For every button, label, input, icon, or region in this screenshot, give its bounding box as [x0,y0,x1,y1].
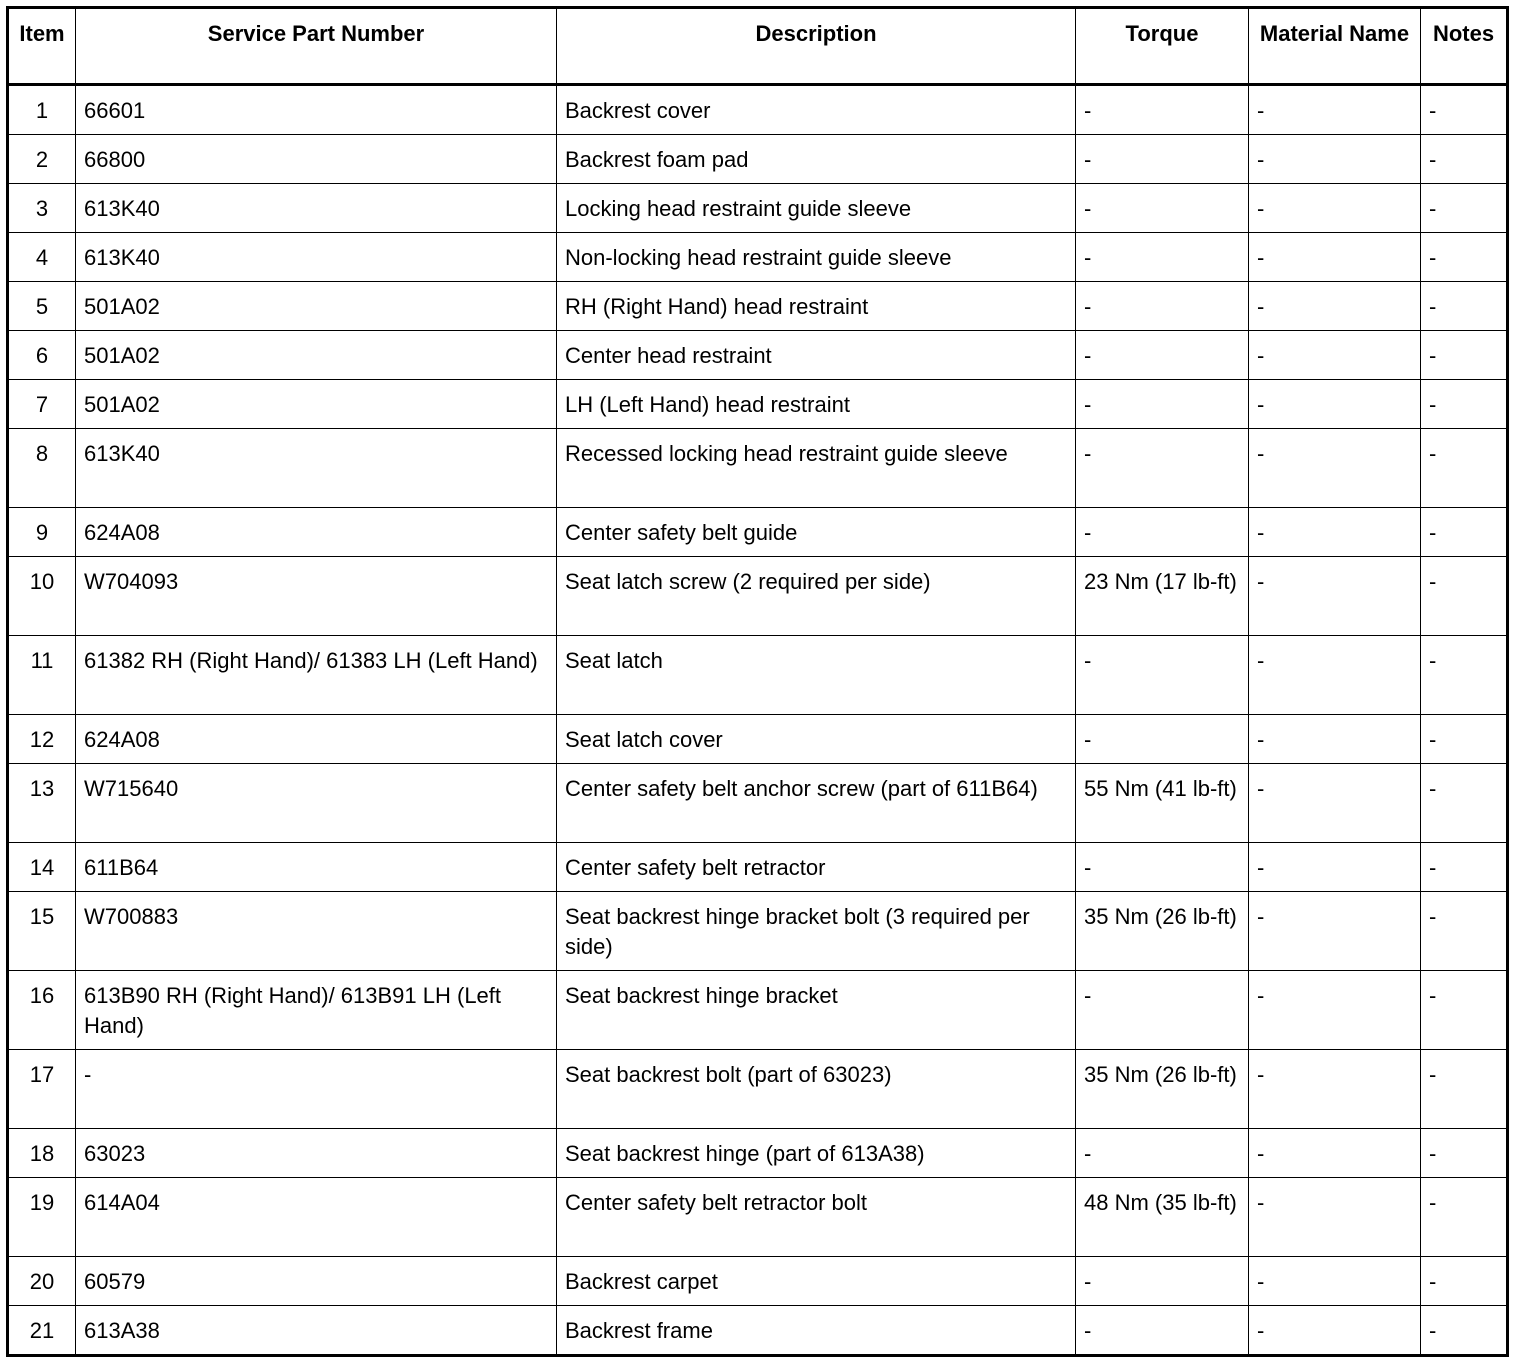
cell-notes: - [1421,380,1508,429]
cell-item: 19 [8,1178,76,1257]
table-row [8,1306,1508,1356]
table-row [8,764,1508,843]
header-torque: Torque [1076,8,1249,85]
cell-description: Recessed locking head restraint guide sleeve [557,429,1076,508]
cell-torque: - [1076,184,1249,233]
cell-description: Non-locking head restraint guide sleeve [557,233,1076,282]
cell-description: Backrest carpet [557,1257,1076,1306]
cell-notes: - [1421,1178,1508,1257]
cell-notes: - [1421,233,1508,282]
cell-item: 14 [8,843,76,892]
cell-part-number: 613K40 [76,429,557,508]
cell-item: 21 [8,1306,76,1356]
cell-material: - [1249,380,1421,429]
cell-item: 16 [8,971,76,1050]
cell-notes: - [1421,1257,1508,1306]
cell-description: LH (Left Hand) head restraint [557,380,1076,429]
parts-table [6,6,1509,1357]
cell-torque: - [1076,282,1249,331]
cell-item: 10 [8,557,76,636]
cell-torque: 23 Nm (17 lb-ft) [1076,557,1249,636]
cell-item: 18 [8,1129,76,1178]
cell-material: - [1249,184,1421,233]
cell-torque: - [1076,1306,1249,1356]
cell-torque: 35 Nm (26 lb-ft) [1076,1050,1249,1129]
cell-material: - [1249,1050,1421,1129]
document-sheet [6,6,1509,1357]
cell-description: Center safety belt retractor bolt [557,1178,1076,1257]
cell-material: - [1249,1129,1421,1178]
cell-torque: - [1076,508,1249,557]
cell-description: Center safety belt retractor [557,843,1076,892]
table-row [8,380,1508,429]
cell-material: - [1249,508,1421,557]
cell-item: 5 [8,282,76,331]
cell-material: - [1249,843,1421,892]
cell-part-number: 611B64 [76,843,557,892]
cell-notes: - [1421,557,1508,636]
table-row [8,85,1508,135]
cell-item: 20 [8,1257,76,1306]
cell-torque: - [1076,1129,1249,1178]
cell-description: Seat latch screw (2 required per side) [557,557,1076,636]
cell-part-number: 61382 RH (Right Hand)/ 61383 LH (Left Hand) [76,636,557,715]
cell-notes: - [1421,971,1508,1050]
cell-item: 8 [8,429,76,508]
table-row [8,331,1508,380]
cell-material: - [1249,1257,1421,1306]
table-row [8,1129,1508,1178]
cell-notes: - [1421,1129,1508,1178]
cell-torque: - [1076,380,1249,429]
cell-part-number: 614A04 [76,1178,557,1257]
header-service-part-number: Service Part Number [76,8,557,85]
cell-notes: - [1421,331,1508,380]
cell-material: - [1249,282,1421,331]
cell-part-number: 63023 [76,1129,557,1178]
cell-part-number: 624A08 [76,508,557,557]
header-notes: Notes [1421,8,1508,85]
cell-notes: - [1421,184,1508,233]
cell-notes: - [1421,892,1508,971]
cell-material: - [1249,135,1421,184]
cell-description: Seat latch cover [557,715,1076,764]
cell-description: Backrest cover [557,85,1076,135]
cell-part-number: 501A02 [76,282,557,331]
cell-item: 3 [8,184,76,233]
cell-description: Seat backrest hinge (part of 613A38) [557,1129,1076,1178]
cell-torque: 48 Nm (35 lb-ft) [1076,1178,1249,1257]
header-item: Item [8,8,76,85]
cell-description: Seat backrest hinge bracket [557,971,1076,1050]
table-row [8,843,1508,892]
cell-torque: - [1076,636,1249,715]
cell-torque: - [1076,233,1249,282]
cell-part-number: 501A02 [76,331,557,380]
cell-item: 15 [8,892,76,971]
cell-description: Seat backrest hinge bracket bolt (3 required per side) [557,892,1076,971]
table-row [8,282,1508,331]
table-row [8,184,1508,233]
cell-notes: - [1421,1306,1508,1356]
cell-part-number: 613B90 RH (Right Hand)/ 613B91 LH (Left Hand) [76,971,557,1050]
cell-material: - [1249,85,1421,135]
cell-material: - [1249,971,1421,1050]
table-header-row [8,8,1508,85]
cell-notes: - [1421,764,1508,843]
cell-notes: - [1421,508,1508,557]
cell-item: 6 [8,331,76,380]
header-material-name: Material Name [1249,8,1421,85]
cell-material: - [1249,764,1421,843]
cell-torque: 55 Nm (41 lb-ft) [1076,764,1249,843]
cell-torque: - [1076,971,1249,1050]
header-description: Description [557,8,1076,85]
table-row [8,508,1508,557]
cell-torque: - [1076,715,1249,764]
cell-item: 2 [8,135,76,184]
table-row [8,892,1508,971]
cell-material: - [1249,636,1421,715]
cell-notes: - [1421,429,1508,508]
table-row [8,1257,1508,1306]
cell-description: Center safety belt anchor screw (part of 611B64) [557,764,1076,843]
cell-part-number: W715640 [76,764,557,843]
table-row [8,233,1508,282]
cell-part-number: 66800 [76,135,557,184]
cell-part-number: W700883 [76,892,557,971]
cell-notes: - [1421,715,1508,764]
table-row [8,971,1508,1050]
cell-material: - [1249,331,1421,380]
table-row [8,1178,1508,1257]
table-body [8,85,1508,1356]
table-row [8,715,1508,764]
cell-material: - [1249,892,1421,971]
cell-material: - [1249,233,1421,282]
cell-torque: - [1076,85,1249,135]
cell-torque: - [1076,135,1249,184]
cell-part-number: 66601 [76,85,557,135]
cell-description: Seat latch [557,636,1076,715]
cell-part-number: - [76,1050,557,1129]
cell-item: 4 [8,233,76,282]
cell-description: Backrest frame [557,1306,1076,1356]
cell-notes: - [1421,135,1508,184]
cell-torque: - [1076,429,1249,508]
cell-description: Locking head restraint guide sleeve [557,184,1076,233]
cell-item: 11 [8,636,76,715]
cell-description: Seat backrest bolt (part of 63023) [557,1050,1076,1129]
cell-item: 9 [8,508,76,557]
cell-notes: - [1421,85,1508,135]
cell-torque: - [1076,1257,1249,1306]
table-row [8,557,1508,636]
cell-part-number: 501A02 [76,380,557,429]
cell-torque: 35 Nm (26 lb-ft) [1076,892,1249,971]
cell-notes: - [1421,1050,1508,1129]
cell-notes: - [1421,282,1508,331]
cell-part-number: 613K40 [76,233,557,282]
cell-item: 17 [8,1050,76,1129]
cell-material: - [1249,557,1421,636]
cell-material: - [1249,1178,1421,1257]
cell-notes: - [1421,636,1508,715]
cell-part-number: W704093 [76,557,557,636]
cell-description: Center head restraint [557,331,1076,380]
cell-part-number: 624A08 [76,715,557,764]
cell-item: 7 [8,380,76,429]
cell-item: 13 [8,764,76,843]
table-row [8,636,1508,715]
cell-part-number: 60579 [76,1257,557,1306]
cell-description: Center safety belt guide [557,508,1076,557]
cell-material: - [1249,429,1421,508]
cell-torque: - [1076,331,1249,380]
cell-description: RH (Right Hand) head restraint [557,282,1076,331]
cell-torque: - [1076,843,1249,892]
cell-notes: - [1421,843,1508,892]
cell-item: 12 [8,715,76,764]
cell-item: 1 [8,85,76,135]
cell-part-number: 613A38 [76,1306,557,1356]
cell-material: - [1249,1306,1421,1356]
cell-part-number: 613K40 [76,184,557,233]
cell-description: Backrest foam pad [557,135,1076,184]
table-row [8,429,1508,508]
cell-material: - [1249,715,1421,764]
table-row [8,1050,1508,1129]
table-row [8,135,1508,184]
